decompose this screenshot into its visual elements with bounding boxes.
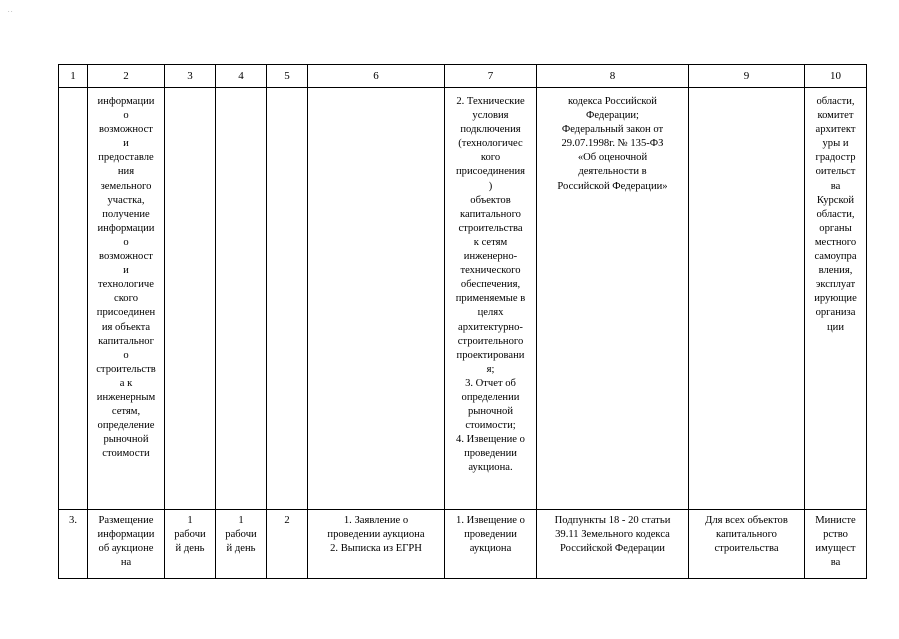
cell-text-line: градостр <box>815 152 856 164</box>
cell-text-line: деятельности в <box>578 166 647 178</box>
document-table <box>58 64 867 579</box>
cell-text-line: присоединения <box>456 166 525 178</box>
column-header: 8 <box>537 65 689 88</box>
cell-text-line: ции <box>826 321 844 333</box>
cell-term-max <box>165 88 216 510</box>
cell-text-line: Российской Федерации <box>560 543 665 555</box>
cell-text-line: определении <box>461 391 520 403</box>
cell-text-line: 3. Отчет об <box>465 377 516 389</box>
cell-text-line: кодекса Российской <box>568 96 657 107</box>
cell-input-documents <box>308 88 445 510</box>
cell-text-line: я; <box>486 363 495 375</box>
cell-text-line: участка, <box>107 194 145 206</box>
cell-text-line: комитет <box>817 110 854 122</box>
cell-text-line: Министе <box>815 515 856 526</box>
cell-count <box>267 510 308 579</box>
cell-text-line: аукциона <box>469 543 512 555</box>
cell-text-line: объектов <box>470 194 511 206</box>
column-header: 10 <box>805 65 867 88</box>
cell-text-line: применяемые в <box>455 293 526 305</box>
cell-text-line: ского <box>114 293 138 305</box>
cell-text-line: области, <box>816 96 855 107</box>
cell-text-line: а к <box>119 377 133 389</box>
cell-text-line: кого <box>480 152 501 164</box>
cell-text-line: 1 <box>187 515 193 526</box>
cell-text-line: 1 <box>238 515 244 526</box>
cell-output-documents <box>445 88 537 510</box>
cell-text-line: Размещение <box>98 515 154 526</box>
cell-text-line: капитального <box>716 529 777 541</box>
cell-text-line: инженерным <box>96 391 156 403</box>
cell-text-line: й день <box>226 543 256 555</box>
cell-number <box>59 510 88 579</box>
cell-text-line: получение <box>102 208 150 220</box>
column-header: 3 <box>165 65 216 88</box>
column-header: 5 <box>267 65 308 88</box>
cell-text-line: органы <box>819 222 852 234</box>
cell-text-line: 3. <box>69 515 77 526</box>
cell-text-line: строительства <box>458 222 523 234</box>
cell-text-line: на <box>120 557 132 569</box>
cell-text-line: «Об оценочной <box>577 152 648 164</box>
cell-text-line: строительного <box>457 335 524 347</box>
cell-term-max <box>165 510 216 579</box>
cell-text-line: рыночной <box>467 406 514 418</box>
cell-text-line: инженерно- <box>463 251 518 263</box>
cell-text-line: 1. Извещение о <box>456 515 525 526</box>
cell-text-line: условия <box>472 110 509 122</box>
cell-text-line: Курской <box>816 194 855 206</box>
cell-text-line: оительст <box>815 166 856 178</box>
cell-text-line: к сетям <box>473 236 508 248</box>
scan-specks: . . <box>8 8 13 14</box>
cell-text-line: капитальног <box>98 335 154 347</box>
cell-text-line: эксплуат <box>815 279 856 291</box>
cell-output-documents <box>445 510 537 579</box>
cell-text-line: стоимости <box>102 448 150 460</box>
cell-text-line: информации <box>97 529 155 541</box>
cell-text-line: проектировани <box>456 349 525 361</box>
cell-text-line: о <box>123 236 129 248</box>
cell-stage <box>88 88 165 510</box>
cell-text-line: Федеральный закон от <box>561 124 664 136</box>
cell-text-line: сетям, <box>111 406 141 418</box>
cell-text-line: 2. Выписка из ЕГРН <box>330 543 422 555</box>
cell-text-line: строительств <box>96 363 156 375</box>
column-header: 9 <box>689 65 805 88</box>
table-row-continuation <box>59 88 867 510</box>
cell-text-line: технического <box>460 265 521 277</box>
cell-text-line: капитального <box>460 208 521 220</box>
cell-stage <box>88 510 165 579</box>
cell-text-line: о <box>123 110 129 122</box>
column-header: 2 <box>88 65 165 88</box>
cell-text-line: земельного <box>100 180 152 192</box>
cell-text-line: й день <box>175 543 205 555</box>
cell-legal-basis <box>537 88 689 510</box>
cell-text-line: области, <box>816 208 855 220</box>
cell-text-line: ия объекта <box>101 321 151 333</box>
cell-applicability <box>689 510 805 579</box>
cell-text-line: 4. Извещение о <box>456 434 525 446</box>
cell-text-line: архитектурно- <box>458 321 523 333</box>
cell-text-line: целях <box>477 307 504 319</box>
cell-text-line: имущест <box>815 543 856 555</box>
cell-text-line: Подпункты 18 - 20 статьи <box>554 515 671 526</box>
cell-text-line: Российской Федерации» <box>557 180 668 192</box>
column-header: 6 <box>308 65 445 88</box>
cell-text-line: определение <box>97 420 155 432</box>
cell-text-line: обеспечения, <box>460 279 521 291</box>
cell-text-line: технологиче <box>98 279 154 291</box>
cell-responsible <box>805 510 867 579</box>
cell-text-line: Федерации; <box>586 110 639 122</box>
cell-text-line: 2 <box>284 515 290 526</box>
cell-term-min <box>216 88 267 510</box>
cell-text-line: ния <box>117 166 135 178</box>
cell-text-line: предоставле <box>98 152 154 164</box>
cell-text-line: ирующие <box>814 293 857 305</box>
cell-text-line: ва <box>830 557 841 569</box>
cell-text-line: 1. Заявление о <box>343 515 409 526</box>
cell-text-line: 29.07.1998г. № 135-ФЗ <box>561 138 664 150</box>
cell-text-line: аукциона. <box>468 462 513 474</box>
cell-text-line: возможност <box>99 251 153 263</box>
cell-term-min <box>216 510 267 579</box>
cell-text-line: рство <box>823 529 848 541</box>
column-header: 7 <box>445 65 537 88</box>
cell-text-line: рабочи <box>225 529 257 541</box>
cell-text-line: об аукционе <box>98 543 154 555</box>
table-row-3 <box>59 510 867 579</box>
cell-text-line: рыночной <box>103 434 149 446</box>
cell-text-line: и <box>123 138 129 150</box>
cell-text-line: присоединен <box>96 307 156 319</box>
cell-text-line: архитект <box>815 124 856 136</box>
cell-text-line: стоимости; <box>465 420 516 432</box>
cell-text-line: самоупра <box>814 251 857 263</box>
cell-text-line: 39.11 Земельного кодекса <box>555 529 670 541</box>
cell-count <box>267 88 308 510</box>
cell-text-line: Для всех объектов <box>705 515 788 526</box>
cell-text-line: проведении <box>464 448 517 460</box>
column-header: 1 <box>59 65 88 88</box>
cell-text-line: строительства <box>714 543 779 555</box>
cell-text-line: информации <box>97 222 155 234</box>
cell-text-line: ва <box>830 180 841 192</box>
cell-text-line: местного <box>814 236 857 248</box>
column-header: 4 <box>216 65 267 88</box>
cell-text-line: проведении <box>464 529 517 541</box>
cell-text-line: (технологичес <box>458 138 523 150</box>
cell-text-line: информации <box>97 96 155 107</box>
cell-responsible <box>805 88 867 510</box>
cell-number <box>59 88 88 510</box>
cell-text-line: 2. Технические <box>456 96 525 107</box>
cell-text-line: подключения <box>460 124 521 136</box>
cell-input-documents <box>308 510 445 579</box>
cell-text-line: и <box>123 265 129 277</box>
cell-text-line: уры и <box>822 138 849 150</box>
cell-text-line: рабочи <box>174 529 206 541</box>
cell-legal-basis <box>537 510 689 579</box>
cell-text-line: проведении аукциона <box>327 529 425 541</box>
cell-text-line: ) <box>488 180 493 192</box>
column-number-row <box>59 65 867 88</box>
cell-text-line: о <box>123 349 129 361</box>
cell-text-line: организа <box>815 307 856 319</box>
cell-text-line: возможност <box>99 124 153 136</box>
cell-text-line: вления, <box>818 265 853 277</box>
cell-applicability <box>689 88 805 510</box>
